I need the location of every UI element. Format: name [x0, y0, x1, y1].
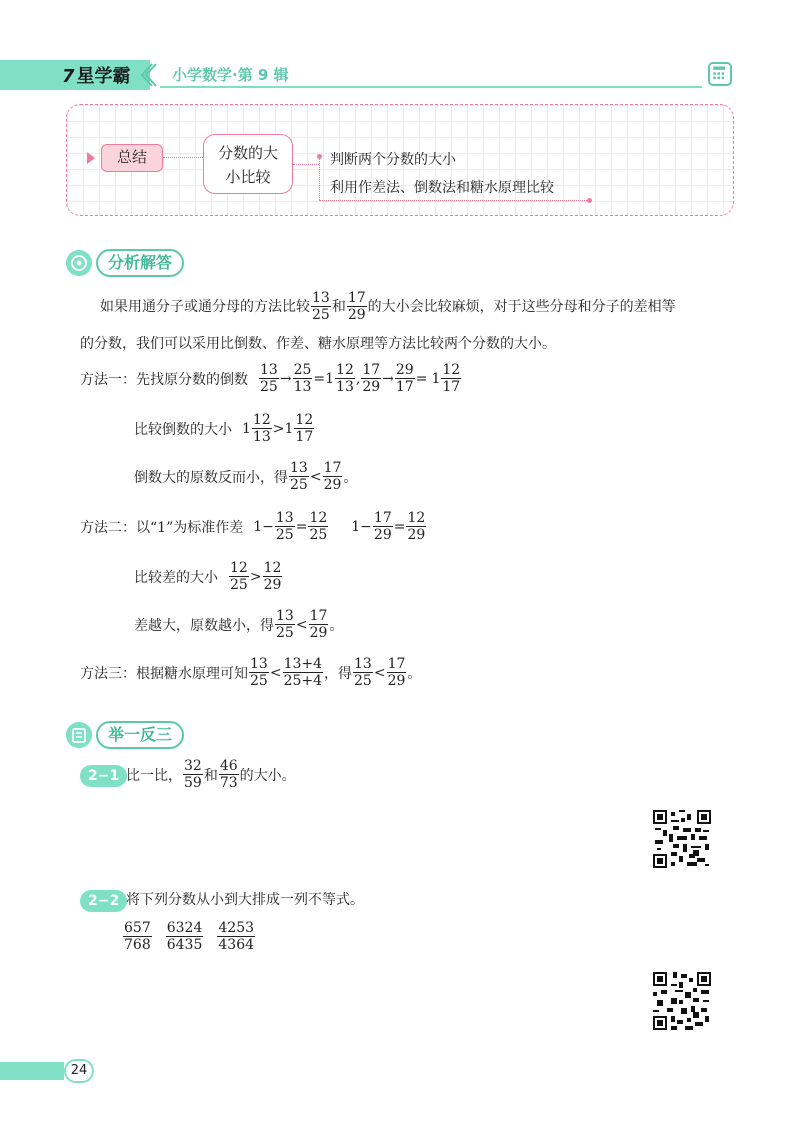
fraction	[259, 362, 279, 395]
exercise1-text	[126, 758, 296, 791]
intro-text: 的大小会比较麻烦，对于这些分母和分子的差相等	[367, 298, 676, 315]
numerator: 13	[275, 510, 294, 526]
fraction	[335, 362, 355, 395]
summary-connector	[163, 157, 203, 158]
fraction	[353, 656, 373, 689]
method3-label: 方法三：根据糖水原理可知	[80, 665, 248, 682]
summary-line-1: 判断两个分数的大小	[330, 152, 456, 168]
header-subtitle: 小学数学·第 9 辑	[172, 66, 289, 84]
denominator: 25	[276, 625, 294, 641]
period: 。	[329, 617, 344, 634]
fraction	[123, 920, 152, 953]
numerator: 13	[312, 290, 330, 306]
fraction	[361, 362, 381, 395]
summary-connector	[319, 200, 589, 201]
fraction	[294, 412, 314, 445]
method1-compare-row	[134, 412, 315, 445]
whole-number: 1	[325, 370, 335, 387]
numerator: 12	[407, 510, 426, 526]
less-than: <	[373, 664, 386, 681]
numerator: 46	[219, 758, 238, 774]
method2-conclusion	[134, 608, 343, 641]
denominator: 6435	[166, 937, 203, 953]
section-title-practice: 举一反三	[96, 721, 184, 749]
logo-number: 7	[62, 66, 75, 87]
compare-label: 比较差的大小	[134, 569, 218, 586]
conclusion-text: 倒数大的原数反而小，得	[134, 469, 288, 486]
comma: ,	[355, 370, 361, 387]
numerator: 13	[250, 656, 268, 672]
one-minus: 1−	[253, 518, 274, 535]
numerator: 6324	[166, 920, 203, 936]
numerator: 12	[263, 560, 282, 576]
numerator: 29	[395, 362, 414, 378]
fraction	[249, 656, 269, 689]
logo-text: 星学霸	[76, 66, 131, 87]
fraction	[308, 510, 328, 543]
denominator: 29	[387, 673, 406, 689]
page-number: 24	[64, 1059, 94, 1083]
denominator: 17	[395, 379, 414, 395]
header-rule	[160, 86, 702, 88]
notebook-icon	[66, 722, 92, 748]
numerator: 12	[309, 510, 328, 526]
fraction	[219, 758, 239, 791]
less-than: <	[295, 616, 308, 633]
question-text: 的大小。	[239, 767, 296, 784]
numerator: 13	[290, 460, 308, 476]
numerator: 17	[373, 510, 392, 526]
denominator: 59	[184, 775, 202, 791]
whole-number: 1	[431, 370, 441, 387]
numerator: 17	[362, 362, 381, 378]
denominator: 25	[260, 379, 278, 395]
fraction	[275, 510, 295, 543]
triangle-right-icon	[87, 152, 95, 164]
numerator: 12	[442, 362, 461, 378]
equals-sign: =	[295, 518, 308, 535]
method2-compare-row	[134, 560, 283, 593]
whole-number: 1	[242, 420, 251, 437]
intro-text: 如果用通分子或通分母的方法比较	[100, 298, 310, 315]
summary-node-line2: 小比较	[225, 168, 271, 186]
fraction	[387, 656, 407, 689]
numerator: 12	[295, 412, 314, 428]
denominator: 29	[323, 477, 342, 493]
fraction	[275, 608, 295, 641]
fraction	[347, 290, 367, 323]
numerator: 12	[230, 560, 248, 576]
greater-than: >	[272, 420, 285, 437]
numerator: 13	[276, 608, 294, 624]
method1-conclusion	[134, 460, 357, 493]
numerator: 17	[347, 290, 366, 306]
equals-sign: =	[313, 370, 326, 387]
analysis-intro-line2: 的分数，我们可以采用比倒数、作差、糖水原理等方法比较两个分数的大小。	[80, 336, 556, 352]
denominator: 25	[354, 673, 372, 689]
fraction	[183, 758, 203, 791]
denominator: 25	[250, 673, 268, 689]
denominator: 13	[252, 429, 271, 445]
denominator: 25	[290, 477, 308, 493]
fraction	[311, 290, 331, 323]
fraction	[373, 510, 393, 543]
summary-node-line1: 分数的大	[217, 144, 278, 162]
fraction	[283, 656, 323, 689]
numerator: 25	[293, 362, 312, 378]
chevron-left-icon	[140, 62, 160, 88]
denominator: 25	[312, 307, 330, 323]
denominator: 13	[293, 379, 312, 395]
denominator: 25	[309, 527, 328, 543]
numerator: 13	[260, 362, 278, 378]
fraction	[395, 362, 415, 395]
fraction	[166, 920, 204, 953]
denominator: 25	[275, 527, 294, 543]
fraction	[293, 362, 313, 395]
denominator: 768	[124, 937, 151, 953]
exercise-tag: 2−2	[80, 890, 127, 912]
fraction	[229, 560, 249, 593]
fraction	[252, 412, 272, 445]
summary-line-2: 利用作差法、倒数法和糖水原理比较	[330, 180, 554, 196]
whole-number: 1	[284, 420, 294, 437]
denominator: 13	[336, 379, 354, 395]
summary-connector	[319, 156, 320, 200]
numerator: 17	[387, 656, 406, 672]
connector-dot	[317, 154, 322, 159]
intro-and: 和	[331, 298, 346, 315]
denominator: 73	[219, 775, 238, 791]
denominator: 25+4	[283, 673, 323, 689]
question-text: 比一比，	[126, 767, 182, 784]
summary-connector	[293, 164, 319, 165]
denominator: 29	[263, 577, 282, 593]
compare-label: 比较倒数的大小	[134, 421, 232, 438]
method1-label: 方法一：先找原分数的倒数	[80, 371, 248, 388]
numerator: 13+4	[283, 656, 323, 672]
equals-sign: =	[415, 370, 428, 387]
exercise2-fractions	[122, 920, 256, 953]
summary-tag: 总结	[101, 144, 163, 172]
numerator: 12	[252, 412, 271, 428]
equals-sign: =	[393, 518, 406, 535]
arrow-icon: →	[382, 370, 394, 387]
numerator: 32	[184, 758, 202, 774]
fraction	[309, 608, 329, 641]
analysis-intro	[100, 290, 676, 323]
denominator: 29	[347, 307, 366, 323]
less-than: <	[309, 468, 322, 485]
denominator: 25	[230, 577, 248, 593]
numerator: 17	[323, 460, 342, 476]
numerator: 657	[124, 920, 151, 936]
denominator: 29	[362, 379, 381, 395]
qr-code-icon[interactable]	[653, 810, 711, 868]
conclusion-text: 差越大，原数越小，得	[134, 617, 274, 634]
fraction	[263, 560, 283, 593]
target-icon	[66, 250, 92, 276]
period: 。	[407, 665, 422, 682]
header-logo	[62, 62, 131, 88]
method2-label: 方法二：以“1”为标准作差	[80, 519, 244, 536]
arrow-icon: →	[279, 370, 292, 387]
one-minus: 1−	[351, 518, 372, 535]
denominator: 29	[373, 527, 392, 543]
fraction	[323, 460, 343, 493]
numerator: 12	[336, 362, 354, 378]
greater-than: >	[249, 568, 262, 585]
denominator: 29	[309, 625, 328, 641]
calculator-icon	[708, 62, 732, 86]
numerator: 17	[309, 608, 328, 624]
qr-code-icon[interactable]	[653, 972, 711, 1030]
connector-dot	[587, 198, 592, 203]
less-than: <	[269, 664, 282, 681]
method2-row	[80, 510, 427, 543]
summary-node	[203, 134, 293, 194]
method1-row	[80, 362, 462, 395]
section-title-analysis: 分析解答	[96, 249, 184, 277]
period: 。	[343, 469, 358, 486]
denominator: 29	[407, 527, 426, 543]
question-and: 和	[203, 767, 218, 784]
fraction	[406, 510, 426, 543]
conclusion-text: ，得	[324, 665, 353, 682]
exercise-tag: 2−1	[80, 765, 127, 787]
denominator: 17	[295, 429, 314, 445]
footer-band	[0, 1062, 64, 1080]
fraction	[217, 920, 255, 953]
fraction	[441, 362, 461, 395]
method3-row	[80, 656, 421, 689]
fraction	[289, 460, 309, 493]
numerator: 4253	[218, 920, 255, 936]
numerator: 13	[354, 656, 372, 672]
denominator: 4364	[218, 937, 255, 953]
denominator: 17	[442, 379, 461, 395]
exercise2-text: 将下列分数从小到大排成一列不等式。	[126, 892, 364, 908]
